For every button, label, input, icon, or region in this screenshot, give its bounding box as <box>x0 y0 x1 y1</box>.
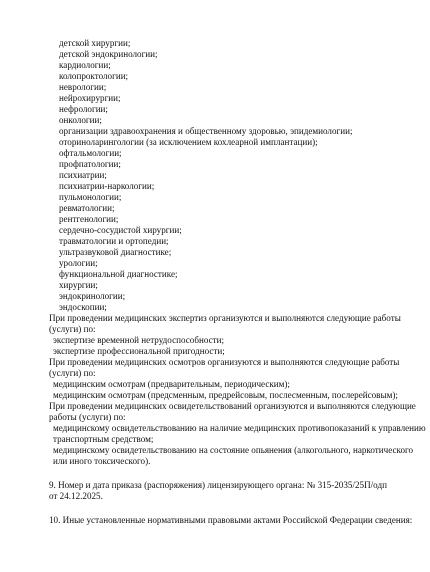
specialty-item: эндокринологии; <box>59 291 126 301</box>
expertise-intro: При проведении медицинских экспертиз организуются и выполняются следующие работы <box>49 313 401 323</box>
certification-intro: При проведении медицинских освидетельствований организуются и выполняются следующие <box>49 401 416 411</box>
certification-item: или иного токсического). <box>53 456 151 466</box>
specialty-item: неврологии; <box>59 82 107 92</box>
specialty-item: детской эндокринологии; <box>59 49 158 59</box>
specialty-item: нейрохирургии; <box>59 93 121 103</box>
certification-item: медицинскому освидетельствованию на состояние опьянения (алкогольного, наркотического <box>53 445 414 455</box>
certification-item: транспортным средством; <box>53 434 154 444</box>
section-10: 10. Иные установленные нормативными правовыми актами Российской Федерации сведения: <box>49 515 413 525</box>
expertise-intro: (услуги) по: <box>49 324 96 334</box>
certification-intro: работы (услуги) по: <box>49 412 126 422</box>
specialty-item: кардиологии; <box>59 60 111 70</box>
specialty-item: ультразвуковой диагностике; <box>59 247 172 257</box>
specialty-item: детской хирургии; <box>59 38 131 48</box>
specialty-item: эндоскопии; <box>59 302 107 312</box>
specialty-item: онкологии; <box>59 115 102 125</box>
specialty-item: хирургии; <box>59 280 98 290</box>
specialty-item: профпатологии; <box>59 159 121 169</box>
specialty-item: ревматологии; <box>59 203 115 213</box>
section-9: 9. Номер и дата приказа (распоряжения) лицензирующего органа: № 315-2035/25П/одп <box>49 480 387 490</box>
specialty-item: урологии; <box>59 258 98 268</box>
specialty-item: сердечно-сосудистой хирургии; <box>59 225 182 235</box>
specialty-item: оториноларингологии (за исключением кохлеарной имплантации); <box>59 137 318 147</box>
specialty-item: рентгенологии; <box>59 214 119 224</box>
specialty-item: пульмонологии; <box>59 192 122 202</box>
specialty-item: нефрологии; <box>59 104 108 114</box>
specialty-item: функциональной диагностике; <box>59 269 178 279</box>
exams-item: медицинским осмотрам (предсменным, предрейсовым, послесменным, послерейсовым); <box>53 390 398 400</box>
expertise-item: экспертизе профессиональной пригодности; <box>53 346 225 356</box>
exams-intro: При проведении медицинских осмотров организуются и выполняются следующие работы <box>49 357 400 367</box>
specialty-item: организации здравоохранения и общественному здоровью, эпидемиологии; <box>59 126 353 136</box>
specialty-item: психиатрии-наркологии; <box>59 181 155 191</box>
exams-item: медицинским осмотрам (предварительным, периодическим); <box>53 379 290 389</box>
certification-item: медицинскому освидетельствованию на наличие медицинских противопоказаний к управлению <box>53 423 426 433</box>
section-9: от 24.12.2025. <box>49 491 103 501</box>
exams-intro: (услуги) по: <box>49 368 96 378</box>
specialty-item: офтальмологии; <box>59 148 122 158</box>
specialty-item: колопроктологии; <box>59 71 129 81</box>
specialty-item: травматологии и ортопедии; <box>59 236 169 246</box>
expertise-item: экспертизе временной нетрудоспособности; <box>53 335 225 345</box>
specialty-item: психиатрии; <box>59 170 107 180</box>
